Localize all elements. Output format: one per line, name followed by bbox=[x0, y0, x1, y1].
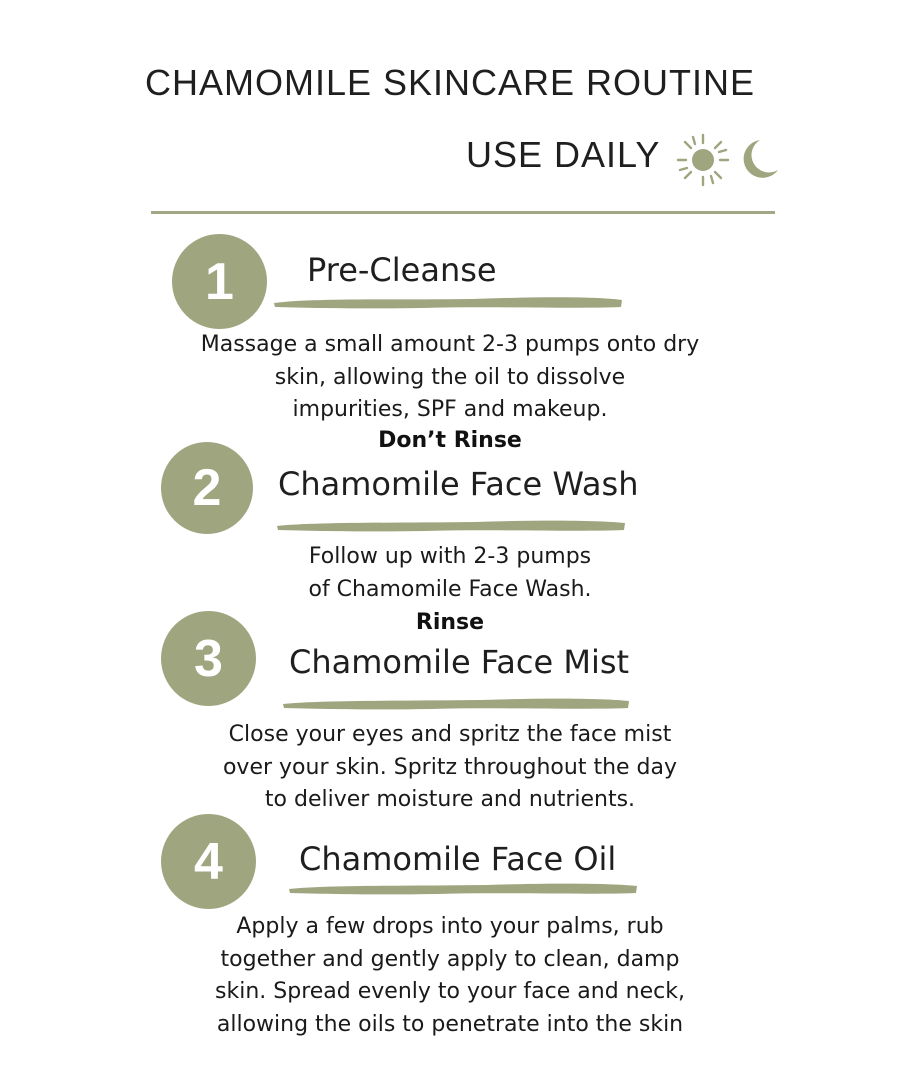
step-number-badge: 3 bbox=[161, 611, 256, 706]
moon-icon bbox=[738, 138, 780, 180]
description-line: Apply a few drops into your palms, rub bbox=[236, 914, 664, 939]
step-note: Don’t Rinse bbox=[378, 428, 522, 453]
step-description bbox=[0, 329, 900, 427]
sun-icon bbox=[675, 132, 731, 188]
brush-stroke-underline bbox=[272, 294, 624, 312]
step-description bbox=[0, 911, 900, 1041]
step-number-badge: 2 bbox=[161, 442, 253, 534]
step-description bbox=[0, 719, 900, 817]
step-title: Pre-Cleanse bbox=[307, 251, 497, 289]
header-divider bbox=[151, 211, 775, 214]
use-daily-label: USE DAILY bbox=[466, 134, 661, 175]
brush-stroke-underline bbox=[281, 695, 631, 713]
step-number-badge: 4 bbox=[161, 814, 256, 909]
description-line: skin, allowing the oil to dissolve bbox=[274, 364, 626, 390]
description-line: Close your eyes and spritz the face mist bbox=[228, 722, 672, 747]
description-line: to deliver moisture and nutrients. bbox=[264, 787, 636, 812]
description-line: of Chamomile Face Wash. bbox=[308, 576, 592, 602]
step-number-badge: 1 bbox=[172, 234, 267, 329]
description-line: allowing the oils to penetrate into the skin bbox=[216, 1011, 684, 1037]
step-title: Chamomile Face Oil bbox=[299, 840, 617, 878]
step-note: Rinse bbox=[415, 610, 485, 635]
step-title: Chamomile Face Mist bbox=[289, 643, 630, 681]
brush-stroke-underline bbox=[287, 880, 639, 898]
brush-stroke-underline bbox=[275, 517, 627, 535]
description-line: impurities, SPF and makeup. bbox=[292, 397, 608, 422]
description-line: together and gently apply to clean, damp bbox=[220, 946, 680, 972]
description-line: Massage a small amount 2-3 pumps onto dry bbox=[200, 332, 700, 357]
description-line: over your skin. Spritz throughout the day bbox=[222, 754, 678, 780]
page-title: CHAMOMILE SKINCARE ROUTINE bbox=[144, 62, 756, 103]
description-line: Follow up with 2-3 pumps bbox=[308, 544, 592, 569]
description-line: skin. Spread evenly to your face and neck, bbox=[215, 979, 685, 1004]
step-title: Chamomile Face Wash bbox=[278, 465, 639, 503]
step-description bbox=[0, 541, 900, 606]
